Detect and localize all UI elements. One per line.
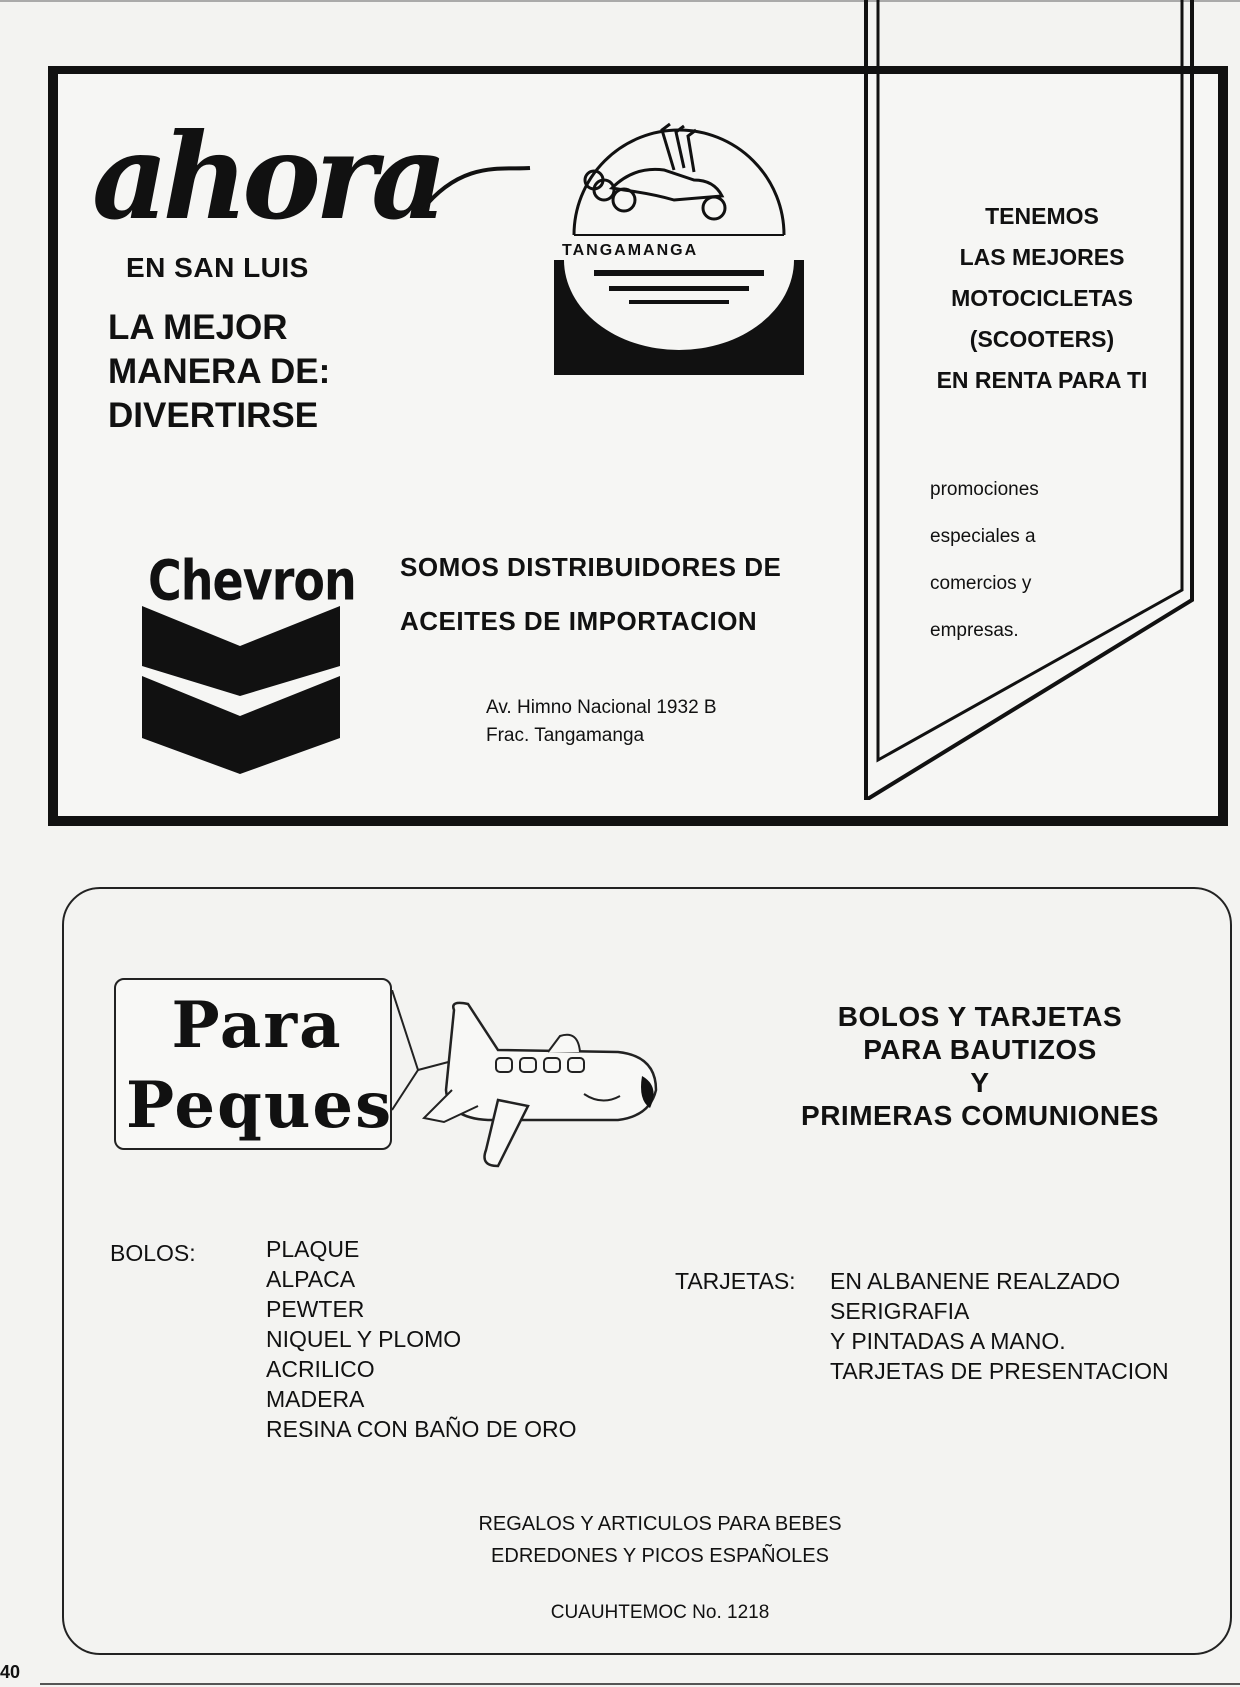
address-line-2: Frac. Tangamanga	[486, 725, 645, 746]
promo-line-2: especiales a	[930, 526, 1036, 547]
title-line-3: Y	[970, 1067, 990, 1098]
tarjetas-item: TARJETAS DE PRESENTACION	[830, 1358, 1169, 1384]
city-line: EN SAN LUIS	[126, 252, 309, 283]
ad2-address: CUAUHTEMOC No. 1218	[550, 1602, 770, 1623]
gifts-text	[440, 1508, 880, 1572]
bolos-item: PLAQUE	[266, 1236, 360, 1262]
promo-line-3: comercios y	[930, 573, 1032, 594]
ahora-script-logo	[92, 90, 532, 260]
bolos-item: RESINA CON BAÑO DE ORO	[266, 1416, 577, 1442]
tangamanga-logo-text: TANGAMANGA	[562, 242, 699, 259]
banner-line-2: LAS MEJORES	[959, 244, 1125, 270]
distrib-line-2: ACEITES DE IMPORTACION	[400, 606, 758, 636]
ad1-address	[486, 694, 717, 750]
tarjetas-list	[830, 1266, 1169, 1386]
title-line-2: PARA BAUTIZOS	[863, 1034, 1097, 1065]
tarjetas-item: EN ALBANENE REALZADO	[830, 1268, 1121, 1294]
tangamanga-scooter-logo	[554, 110, 804, 375]
para-peques-logo-text	[126, 986, 394, 1146]
title-line-4: PRIMERAS COMUNIONES	[801, 1100, 1159, 1131]
gifts-line-2: EDREDONES Y PICOS ESPAÑOLES	[491, 1545, 829, 1567]
headline-line-2: MANERA DE:	[108, 352, 331, 391]
scooter-icon	[585, 124, 725, 219]
banner-line-5: EN RENTA PARA TI	[936, 367, 1148, 393]
address-line-1: Av. Himno Nacional 1932 B	[486, 697, 717, 718]
chevron-wordmark: Chevron	[148, 548, 356, 613]
tarjetas-item: Y PINTADAS A MANO.	[830, 1328, 1066, 1354]
bolos-list	[266, 1234, 577, 1444]
banner-headline	[892, 196, 1192, 401]
distributors-text	[400, 540, 781, 648]
bolos-item: NIQUEL Y PLOMO	[266, 1326, 462, 1352]
page-number: 40	[0, 1662, 21, 1682]
banner-line-4: (SCOOTERS)	[969, 326, 1115, 352]
banner-line-3: MOTOCICLETAS	[951, 285, 1133, 311]
tarjetas-label: TARJETAS:	[675, 1268, 796, 1294]
promo-line-4: empresas.	[930, 620, 1019, 641]
bottom-rule	[40, 1683, 1240, 1685]
airplane-icon	[388, 990, 678, 1170]
bolos-item: MADERA	[266, 1386, 365, 1412]
para-peques-headline	[770, 1000, 1190, 1132]
logo-word-1: Para	[171, 988, 343, 1063]
banner-promo	[930, 466, 1039, 654]
logo-word-2: Peques	[126, 1068, 394, 1143]
headline-line-3: DIVERTIRSE	[108, 396, 319, 435]
title-line-1: BOLOS Y TARJETAS	[837, 1001, 1123, 1032]
distrib-line-1: SOMOS DISTRIBUIDORES DE	[400, 552, 782, 582]
tarjetas-item: SERIGRAFIA	[830, 1298, 970, 1324]
bolos-label: BOLOS:	[110, 1240, 196, 1266]
headline-line-1: LA MEJOR	[108, 308, 288, 347]
gifts-line-1: REGALOS Y ARTICULOS PARA BEBES	[478, 1513, 842, 1535]
promo-line-1: promociones	[930, 479, 1039, 500]
ahora-script-text: ahora	[92, 107, 442, 246]
headline	[108, 306, 330, 438]
bolos-item: PEWTER	[266, 1296, 365, 1322]
bolos-item: ACRILICO	[266, 1356, 375, 1382]
banner-line-1: TENEMOS	[985, 203, 1099, 229]
bolos-item: ALPACA	[266, 1266, 356, 1292]
